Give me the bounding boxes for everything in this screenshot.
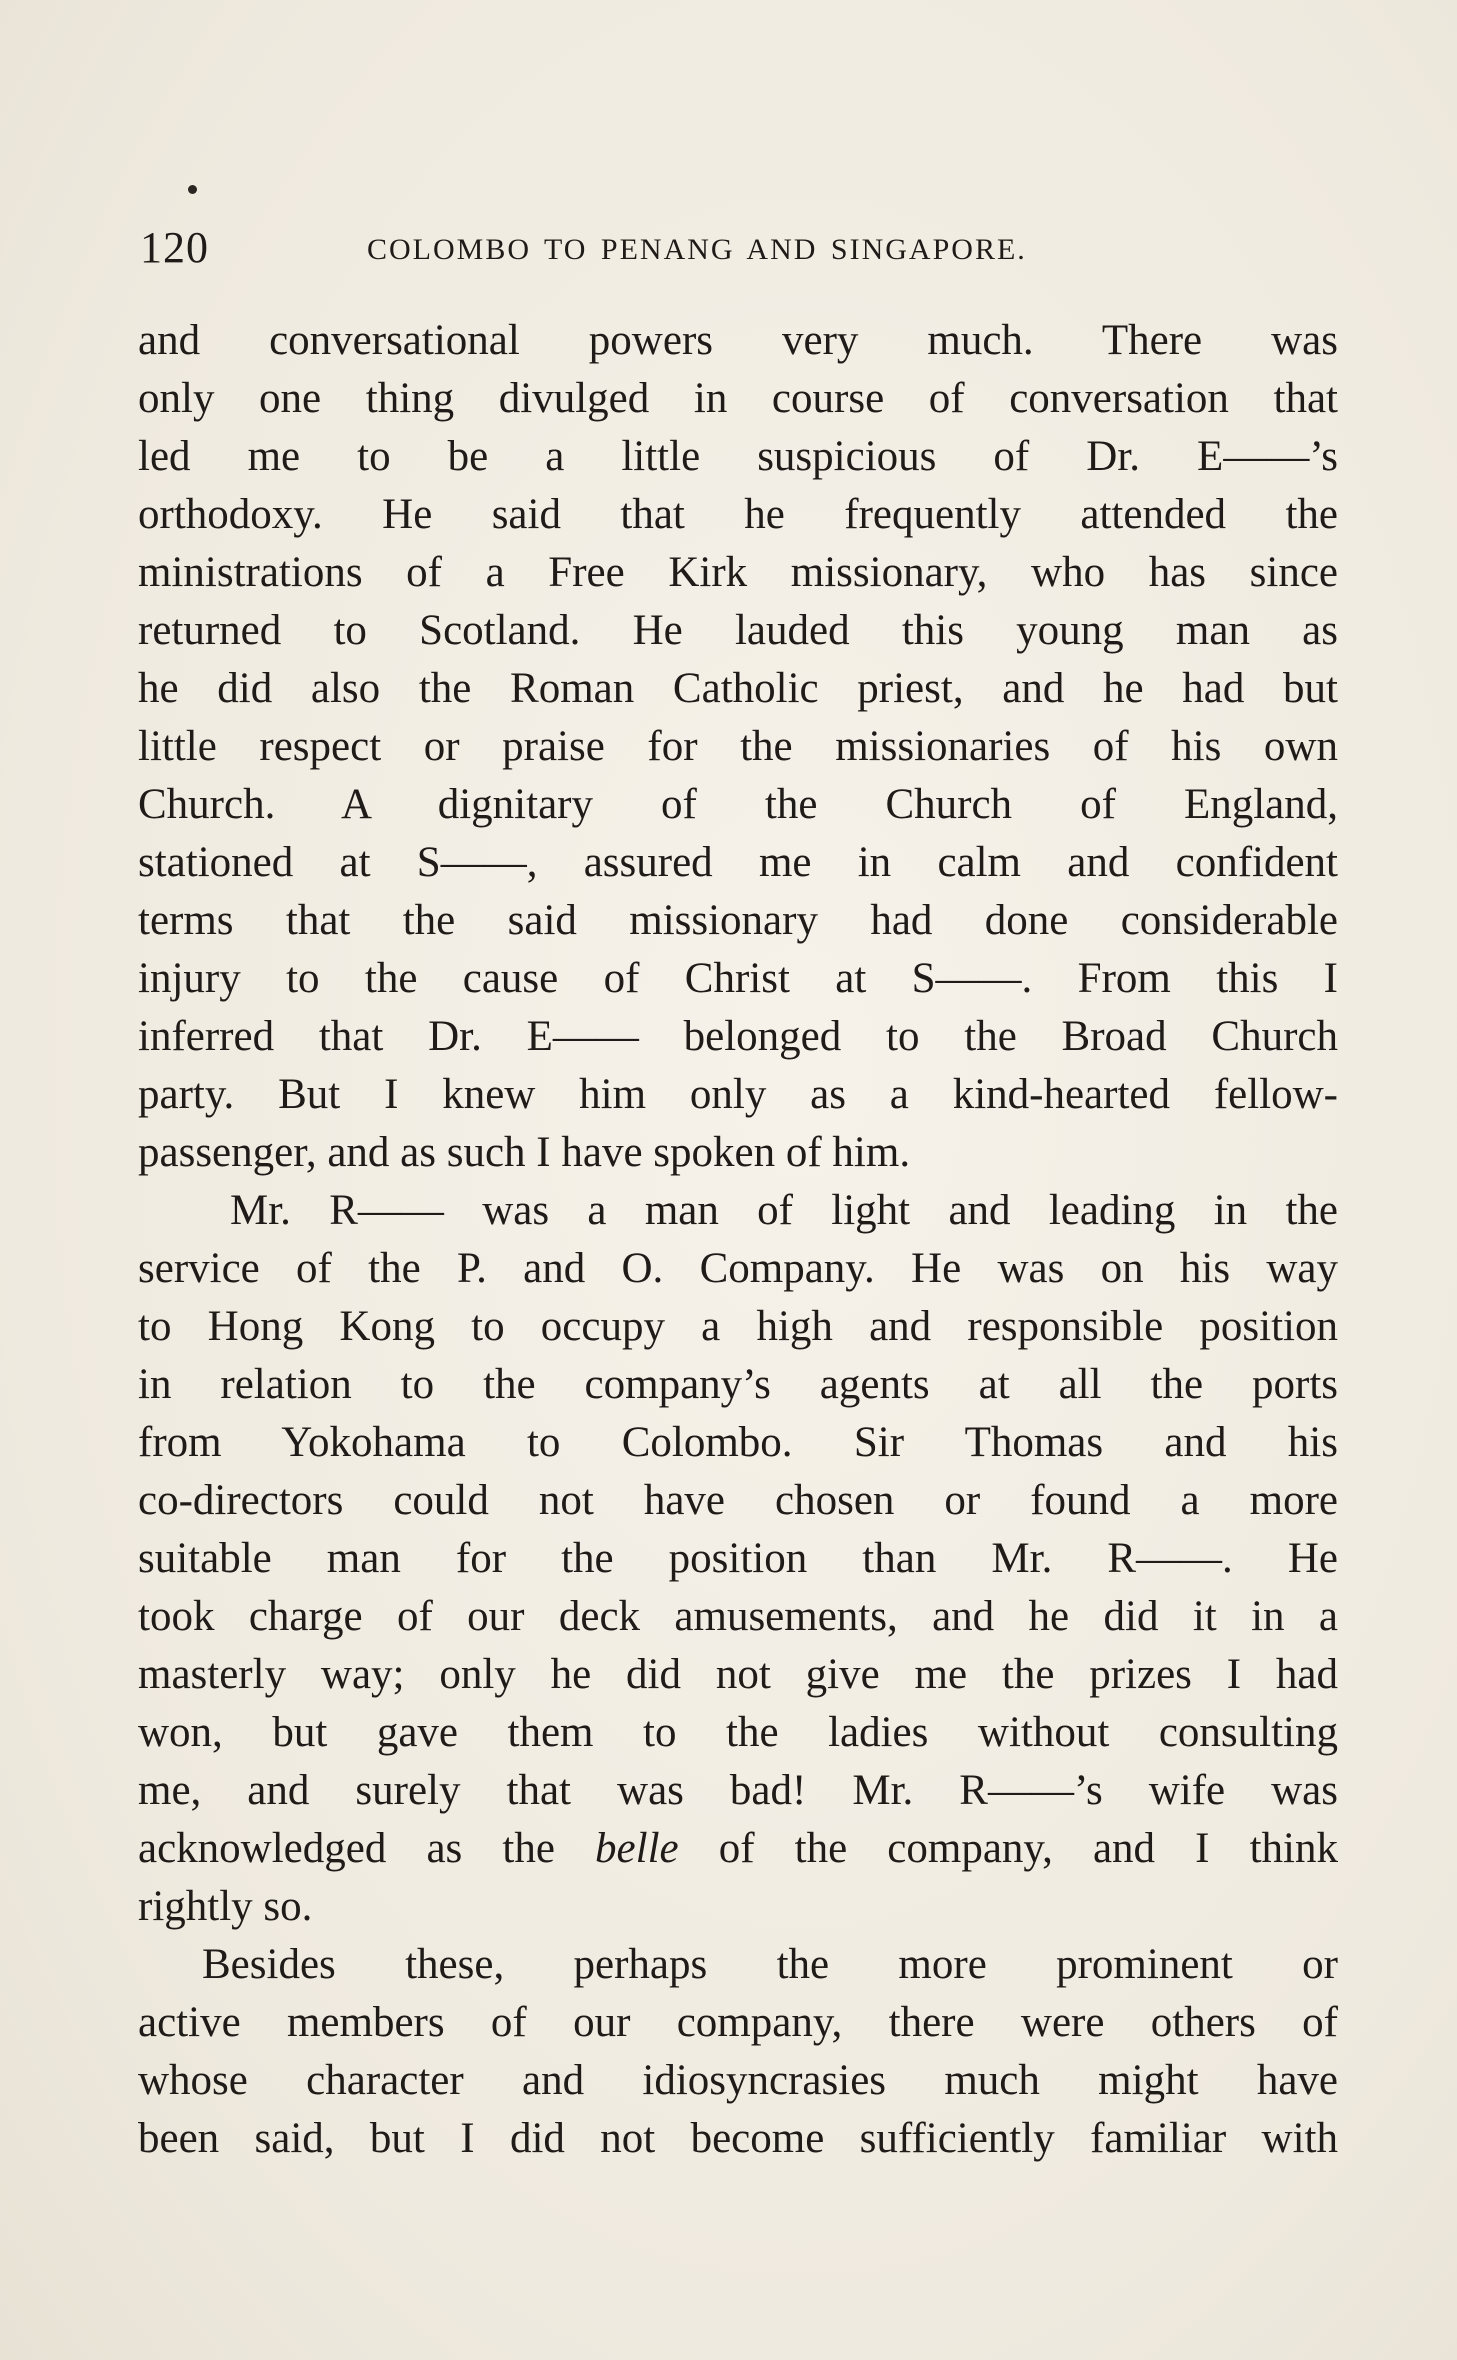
text-line: rightly so. [138, 1883, 313, 1930]
text-line: ministrations of a Free Kirk missionary, who has since [138, 549, 1338, 596]
text-line: and conversational powers very much. There was [138, 317, 1338, 364]
text-line: injury to the cause of Christ at S——. From this I [138, 955, 1338, 1002]
text-line: terms that the said missionary had done considerable [138, 897, 1338, 944]
text-line-mixed [138, 1820, 1338, 1878]
text-line: party. But I knew him only as a kind-hearted fellow- [138, 1071, 1338, 1118]
text-line: orthodoxy. He said that he frequently attended the [138, 491, 1338, 538]
running-head: COLOMBO TO PENANG AND SINGAPORE. [367, 233, 1027, 266]
text-fragment: acknowledged as the [138, 1825, 555, 1872]
page-header [140, 218, 1340, 278]
text-fragment: of the company, and I think [718, 1825, 1338, 1872]
text-line: been said, but I did not become sufficiently familiar with [138, 2115, 1338, 2162]
text-line: little respect or praise for the missionaries of his own [138, 723, 1338, 770]
ink-speck [188, 185, 197, 194]
text-line: Mr. R—— was a man of light and leading in the [230, 1187, 1338, 1234]
text-line: he did also the Roman Catholic priest, and he had but [138, 665, 1338, 712]
text-line: stationed at S——, assured me in calm and confident [138, 839, 1338, 886]
body-text [138, 312, 1338, 2168]
text-line: won, but gave them to the ladies without consulting [138, 1709, 1338, 1756]
text-line: whose character and idiosyncrasies much might have [138, 2057, 1338, 2104]
text-line: in relation to the company’s agents at all the ports [138, 1361, 1338, 1408]
text-line: passenger, and as such I have spoken of him. [138, 1129, 911, 1176]
text-line: me, and surely that was bad! Mr. R——’s wife was [138, 1767, 1338, 1814]
text-line: from Yokohama to Colombo. Sir Thomas and his [138, 1419, 1338, 1466]
text-line: Besides these, perhaps the more prominent or [202, 1941, 1338, 1988]
text-line: led me to be a little suspicious of Dr. E——’s [138, 433, 1338, 480]
text-line: service of the P. and O. Company. He was on his way [138, 1245, 1338, 1292]
text-line: inferred that Dr. E—— belonged to the Broad Church [138, 1013, 1338, 1060]
text-line: masterly way; only he did not give me the prizes I had [138, 1651, 1338, 1698]
text-line: suitable man for the position than Mr. R——. He [138, 1535, 1338, 1582]
text-line: to Hong Kong to occupy a high and responsible position [138, 1303, 1338, 1350]
page-number: 120 [140, 223, 209, 272]
text-line: Church. A dignitary of the Church of England, [138, 781, 1338, 828]
text-line: took charge of our deck amusements, and he did it in a [138, 1593, 1338, 1640]
text-line: returned to Scotland. He lauded this young man as [138, 607, 1338, 654]
italic-word: belle [595, 1825, 679, 1872]
text-line: co-directors could not have chosen or found a more [138, 1477, 1338, 1524]
text-line: only one thing divulged in course of conversation that [138, 375, 1338, 422]
text-line: active members of our company, there were others of [138, 1999, 1338, 2046]
